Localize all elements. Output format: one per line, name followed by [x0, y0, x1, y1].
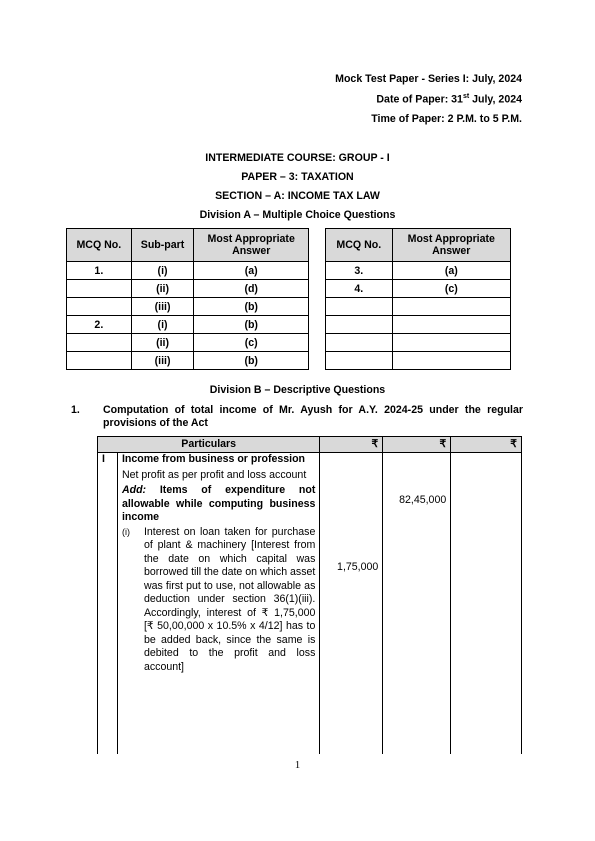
item-description: Interest on loan taken for purchase of plant & machinery [Interest from the date on which capital was borrowed till the date on which asset was first put to use, not allowable as deduction under section 36(1)(iii). Accordingly, interest of ₹ 1,75,000 [₹ 50,00,000 x 10.5% x 4/12] has to be added back, since the same is debited to the profit and loss account] — [143, 525, 316, 673]
mcq-table-left — [66, 228, 309, 370]
header-rupee-1: ₹ — [320, 437, 383, 453]
paper-series: Mock Test Paper - Series I: July, 2024 — [335, 73, 522, 85]
table-row: (ii) (d) — [67, 280, 309, 298]
question-text: Computation of total income of Mr. Ayush for A.Y. 2024-25 under the regular provisions of the Act — [103, 404, 523, 429]
header-rupee-3: ₹ — [451, 437, 522, 453]
mcq-header-answer: Most Appropriate Answer — [194, 229, 309, 262]
header-rupee-2: ₹ — [383, 437, 451, 453]
table-row: (iii) (b) — [67, 298, 309, 316]
table-row: (iii) (b) — [67, 352, 309, 370]
division-a-title: Division A – Multiple Choice Questions — [199, 209, 396, 221]
paper-title: PAPER – 3: TAXATION — [241, 171, 354, 183]
computation-table — [97, 436, 522, 754]
page-number: 1 — [294, 760, 301, 771]
mcq-header-no: MCQ No. — [326, 229, 393, 262]
table-row: 1. (i) (a) — [67, 262, 309, 280]
table-row — [326, 334, 511, 352]
mcq-header-no: MCQ No. — [67, 229, 132, 262]
section-title: SECTION – A: INCOME TAX LAW — [215, 190, 380, 202]
add-heading: Add: Items of expenditure not allowable while computing business income — [121, 484, 316, 523]
table-row — [326, 298, 511, 316]
list-item: (i) Interest on loan taken for purchase of plant & machinery [Interest from the date on which capital was borrowed till the date on which asset was first put to use, not allowable as deduction under section 36(1)(iii). Accordingly, interest of ₹ 1,75,000 [₹ 50,00,000 x 10.5% x 4/12] has to be added back, since the same is debited to the profit and loss account] — [121, 525, 316, 673]
table-row: (ii) (c) — [67, 334, 309, 352]
table-row: 3. (a) — [326, 262, 511, 280]
header-particulars: Particulars — [98, 437, 320, 453]
income-head: Income from business or profession — [121, 453, 306, 465]
date-of-paper: Date of Paper: 31st July, 2024 — [376, 93, 522, 106]
col1-cell — [320, 453, 383, 755]
mcq-header-answer: Most Appropriate Answer — [392, 229, 510, 262]
table-row — [326, 352, 511, 370]
col2-cell — [383, 453, 451, 755]
mcq-table-right — [325, 228, 511, 370]
interest-value: 1,75,000 — [337, 561, 379, 573]
table-row: 4. (c) — [326, 280, 511, 298]
net-profit-value: 82,45,000 — [399, 494, 447, 506]
net-profit-label: Net profit as per profit and loss account — [121, 468, 307, 481]
mcq-header-subpart: Sub-part — [131, 229, 194, 262]
division-b-title: Division B – Descriptive Questions — [209, 384, 386, 396]
time-of-paper: Time of Paper: 2 P.M. to 5 P.M. — [371, 113, 522, 125]
table-row: 2. (i) (b) — [67, 316, 309, 334]
table-row — [326, 316, 511, 334]
col3-cell — [451, 453, 522, 755]
particulars-cell — [117, 453, 319, 755]
course-title: INTERMEDIATE COURSE: GROUP - I — [205, 152, 390, 164]
question-number: 1. — [71, 404, 80, 416]
roman-numeral: I — [98, 453, 118, 755]
